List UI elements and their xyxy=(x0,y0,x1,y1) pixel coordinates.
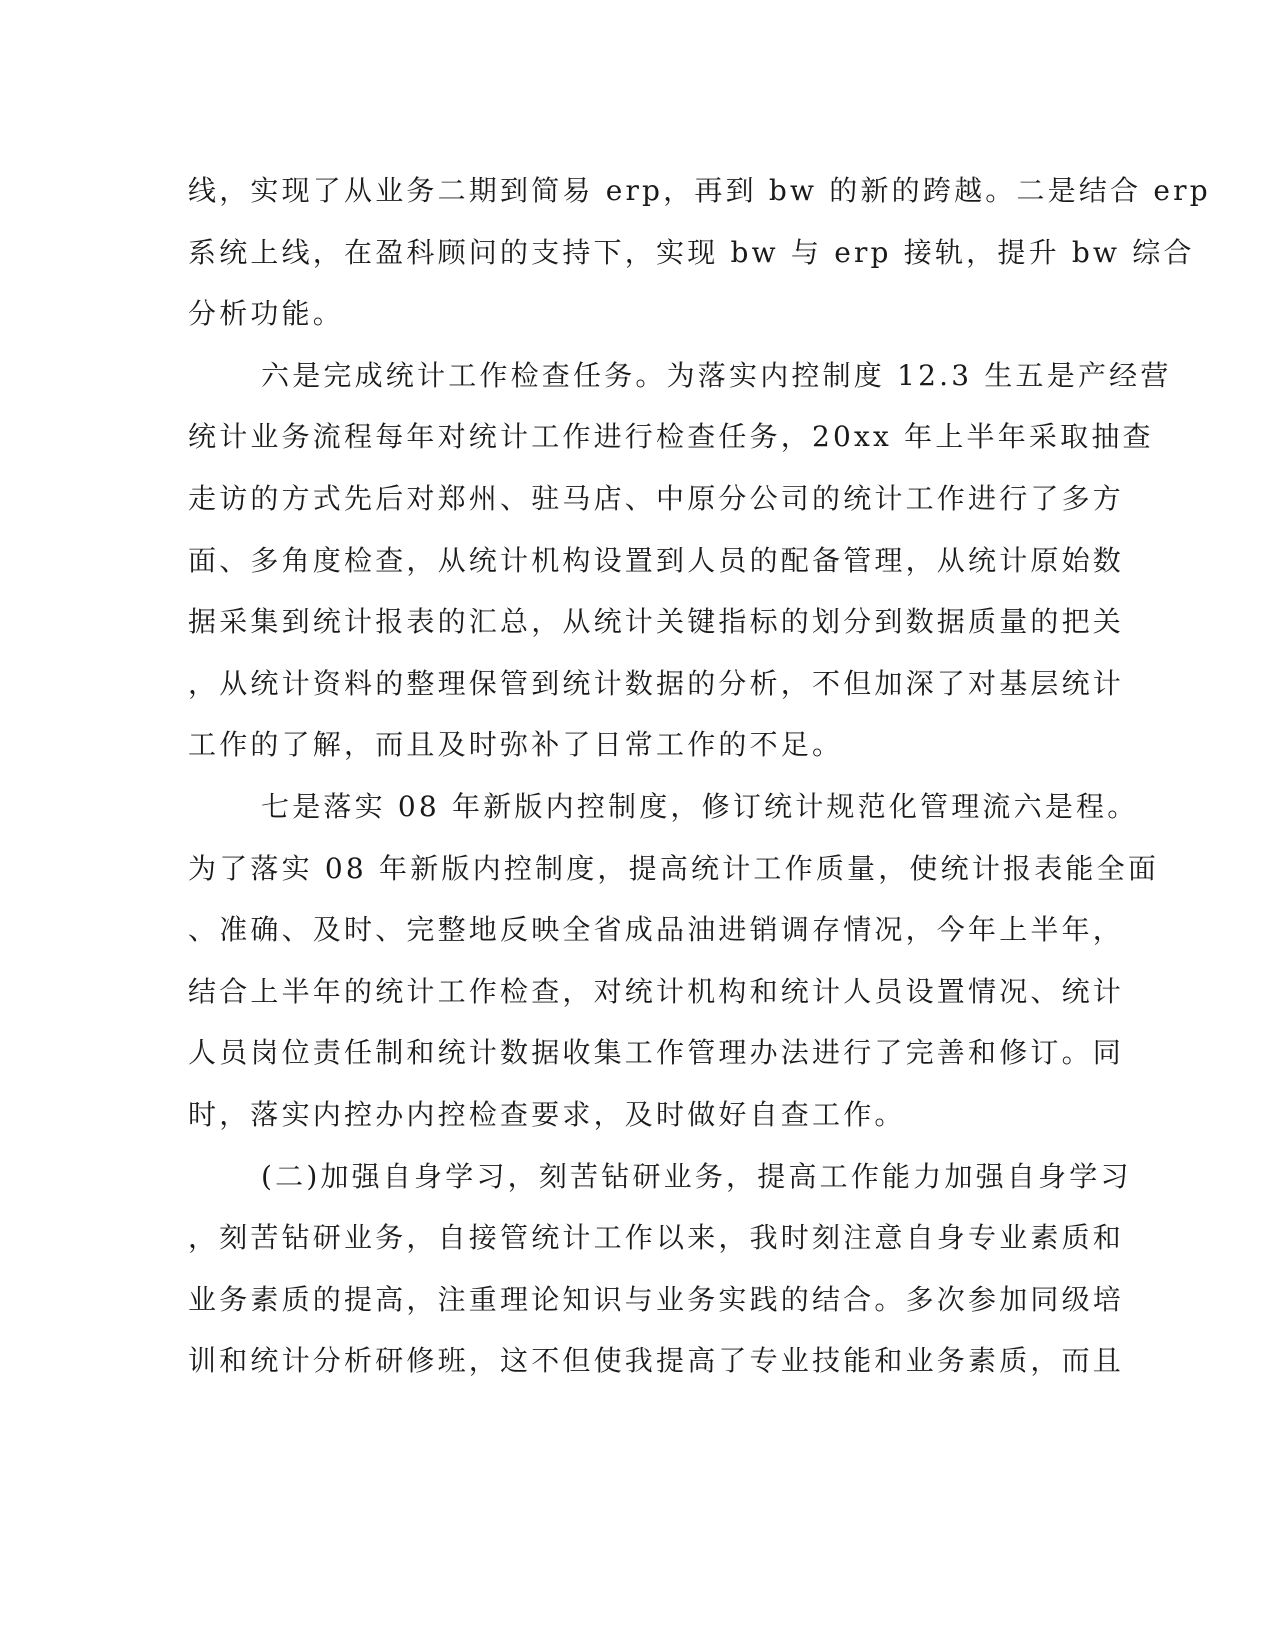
text-line: 据采集到统计报表的汇总，从统计关键指标的划分到数据质量的把关 xyxy=(188,605,1125,639)
text-line: 、准确、及时、完整地反映全省成品油进销调存情况，今年上半年， xyxy=(188,913,1125,947)
text-line: 走访的方式先后对郑州、驻马店、中原分公司的统计工作进行了多方 xyxy=(188,481,1125,515)
text-line: 业务素质的提高，注重理论知识与业务实践的结合。多次参加同级培 xyxy=(188,1282,1125,1316)
text-line: 线，实现了从业务二期到简易 erp，再到 bw 的新的跨越。二是结合 erp xyxy=(188,174,1211,207)
text-line: 工作的了解，而且及时弥补了日常工作的不足。 xyxy=(188,728,844,762)
text-line: 时，落实内控办内控检查要求，及时做好自查工作。 xyxy=(188,1097,906,1131)
paragraph-first-line: (二)加强自身学习，刻苦钻研业务，提高工作能力加强自身学习 xyxy=(261,1159,1132,1193)
text-line: 分析功能。 xyxy=(188,297,345,331)
body-text xyxy=(188,160,1211,1392)
text-line: 训和统计分析研修班，这不但使我提高了专业技能和业务素质，而且 xyxy=(188,1344,1125,1378)
text-line: ，从统计资料的整理保管到统计数据的分析，不但加深了对基层统计 xyxy=(188,666,1125,700)
paragraph-first-line: 七是落实 08 年新版内控制度，修订统计规范化管理流六是程。 xyxy=(261,789,1139,823)
text-line: 面、多角度检查，从统计机构设置到人员的配备管理，从统计原始数 xyxy=(188,543,1125,577)
text-line: 为了落实 08 年新版内控制度，提高统计工作质量，使统计报表能全面 xyxy=(188,851,1160,885)
text-line: 统计业务流程每年对统计工作进行检查任务，20xx 年上半年采取抽查 xyxy=(188,420,1154,454)
text-line: 结合上半年的统计工作检查，对统计机构和统计人员设置情况、统计 xyxy=(188,974,1125,1008)
paragraph-first-line: 六是完成统计工作检查任务。为落实内控制度 12.3 生五是产经营 xyxy=(261,358,1172,392)
text-line: 人员岗位责任制和统计数据收集工作管理办法进行了完善和修订。同 xyxy=(188,1036,1125,1070)
text-line: 系统上线，在盈科顾问的支持下，实现 bw 与 erp 接轨，提升 bw 综合 xyxy=(188,235,1195,269)
text-line: ，刻苦钻研业务，自接管统计工作以来，我时刻注意自身专业素质和 xyxy=(188,1221,1125,1255)
